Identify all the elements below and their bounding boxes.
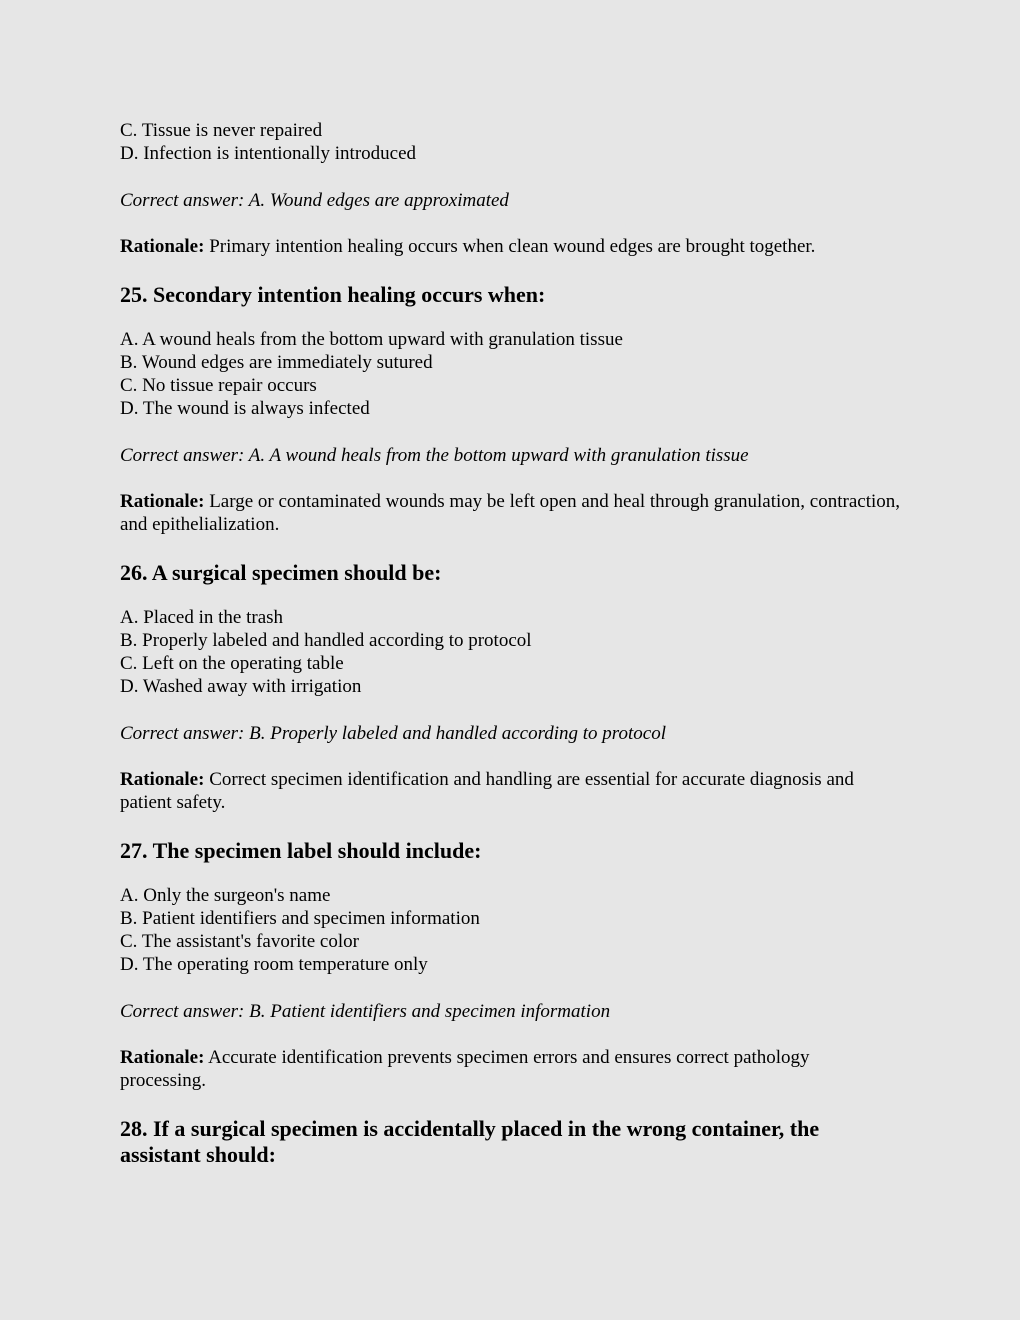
rationale: [120, 768, 900, 814]
rationale-text: Large or contaminated wounds may be left open and heal through granulation, contraction, and epithelialization.: [120, 491, 901, 535]
question-28-block: [120, 1116, 900, 1168]
question-title: 27. The specimen label should include:: [120, 838, 482, 863]
option-d: D. The operating room temperature only: [120, 954, 428, 975]
rationale: [120, 1046, 900, 1092]
option-d: D. The wound is always infected: [120, 398, 370, 419]
rationale-label: Rationale:: [120, 1047, 205, 1068]
question-25-options: [120, 328, 900, 420]
question-24-block: [120, 119, 900, 258]
question-26-block: [120, 560, 900, 814]
correct-answer: Correct answer: B. Patient identifiers and specimen information: [120, 1001, 611, 1022]
option-c: C. No tissue repair occurs: [120, 375, 317, 396]
rationale: [120, 235, 900, 258]
correct-answer: Correct answer: B. Properly labeled and handled according to protocol: [120, 723, 666, 744]
question-title: 25. Secondary intention healing occurs when:: [120, 282, 546, 307]
question-title: 28. If a surgical specimen is accidentally placed in the wrong container, the assistant should:: [120, 1116, 820, 1167]
option-a: A. Placed in the trash: [120, 607, 284, 628]
question-26-options: [120, 606, 900, 698]
option-c: C. Tissue is never repaired: [120, 120, 323, 141]
correct-answer: Correct answer: A. Wound edges are approximated: [120, 190, 509, 211]
rationale-label: Rationale:: [120, 236, 205, 257]
rationale: [120, 490, 900, 536]
option-c: C. The assistant's favorite color: [120, 931, 359, 952]
rationale-text: Correct specimen identification and handling are essential for accurate diagnosis and patient safety.: [120, 769, 854, 813]
option-d: D. Washed away with irrigation: [120, 676, 362, 697]
question-title: 26. A surgical specimen should be:: [120, 560, 442, 585]
option-a: A. A wound heals from the bottom upward with granulation tissue: [120, 329, 623, 350]
correct-answer: Correct answer: A. A wound heals from the bottom upward with granulation tissue: [120, 445, 749, 466]
option-b: B. Wound edges are immediately sutured: [120, 352, 433, 373]
question-25-block: [120, 282, 900, 536]
question-24-options: [120, 119, 900, 165]
option-d: D. Infection is intentionally introduced: [120, 143, 417, 164]
rationale-label: Rationale:: [120, 491, 205, 512]
rationale-text: Primary intention healing occurs when clean wound edges are brought together.: [204, 236, 816, 257]
option-b: B. Patient identifiers and specimen information: [120, 908, 480, 929]
option-c: C. Left on the operating table: [120, 653, 344, 674]
option-a: A. Only the surgeon's name: [120, 885, 331, 906]
option-b: B. Properly labeled and handled according to protocol: [120, 630, 532, 651]
rationale-text: Accurate identification prevents specimen errors and ensures correct pathology processing.: [120, 1047, 810, 1091]
rationale-label: Rationale:: [120, 769, 205, 790]
question-27-options: [120, 884, 900, 976]
question-27-block: [120, 838, 900, 1092]
